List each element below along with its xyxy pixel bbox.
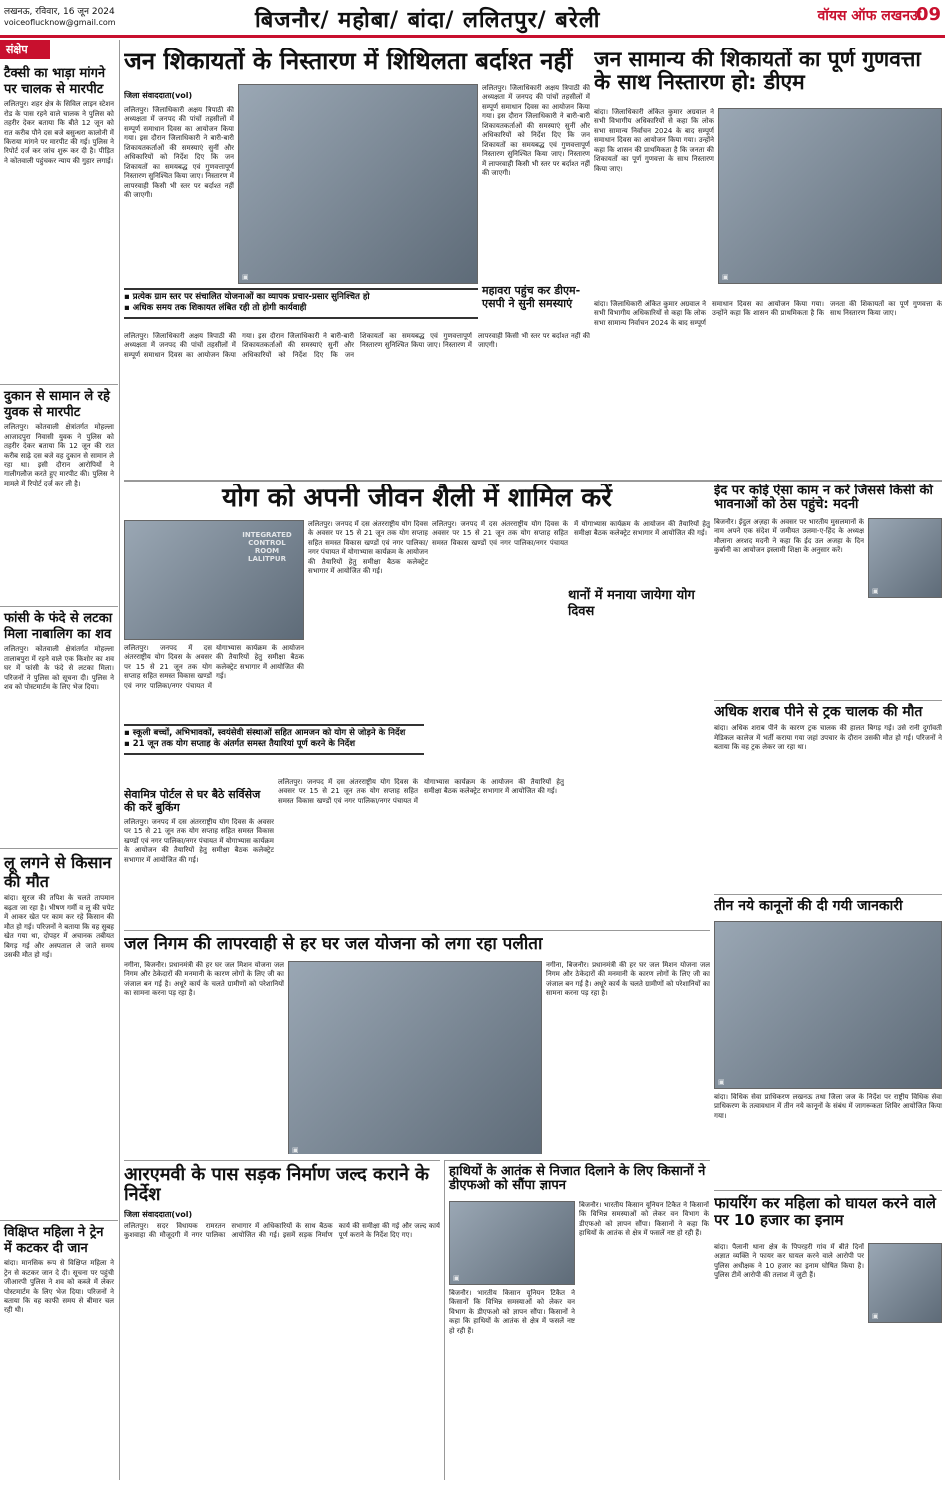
- story-body: बिजनौर। भारतीय किसान यूनियन टिकैत ने किसानों कि विभिन्न समस्याओं को लेकर वन विभाग के डीएफओ को ज्ञापन सौंपा। किसानों ने कहा कि हाथियों के आतंक से क्षेत्र में फसलें नष्ट हो रही हैं।: [579, 1201, 709, 1238]
- subheadline: थानों में मनाया जायेगा योग दिवस: [568, 588, 695, 619]
- section-label: संक्षेप: [0, 40, 50, 59]
- story-body-columns: ललितपुर। जिलाधिकारी अक्षय त्रिपाठी की अध्यक्षता में जनपद की पांचों तहसीलों में सम्पूर्ण समाधान दिवस का आयोजन किया गया। इस दौरान जिलाधिकारी ने बारी-बारी शिकायतकर्ताओं की समस्याएं सुनीं और अधिकारियों को निर्देश दिए कि जन शिकायतों का समयबद्ध एवं गुणवत्तापूर्ण निस्तारण सुनिश्चित किया जाए। निस्तारण में लापरवाही किसी भी स्तर पर बर्दाश्त नहीं की जाएगी।: [124, 332, 590, 359]
- story-body: बांदा। अधिक शराब पीने के कारण ट्रक चालक की हालत बिगड़ गई। उसे रानी दुर्गावती मेडिकल कालेज में भर्ती कराया गया जहां उपचार के दौरान उसकी मौत हो गई। परिजनों ने बताया कि वह ट्रक लेकर जा रहा था।: [714, 724, 942, 752]
- highlight-item: ▪ अधिक समय तक शिकायत लंबित रही तो होगी कार्यवाही: [124, 303, 307, 314]
- story-body-columns: बांदा। जिलाधिकारी अंकित कुमार अग्रवाल ने सभी विभागीय अधिकारियों से कहा कि लोक सभा सामान्य निर्वाचन 2024 के बाद सम्पूर्ण समाधान दिवस का आयोजन किया गया। उन्होंने कहा कि शासन की प्राथमिकता है कि जनता की शिकायतों का पूर्ण गुणवत्ता के साथ निस्तारण किया जाए।: [594, 300, 942, 327]
- story-headline: हाथियों के आतंक से निजात दिलाने के लिए किसानों ने डीएफओ को सौंपा ज्ञापन: [449, 1164, 706, 1194]
- issue-date: लखनऊ, रविवार, 16 जून 2024: [4, 7, 115, 17]
- story-water-mission: [124, 930, 710, 1154]
- story-eid-madni: [714, 484, 942, 694]
- section-divider: [124, 480, 942, 482]
- story-headline: आरएमवी के पास सड़क निर्माण जल्द कराने के निर्देश: [124, 1164, 429, 1205]
- story-complaints-lalitpur: [124, 48, 590, 476]
- story-headline: तीन नये कानूनों की दी गयी जानकारी: [714, 898, 903, 914]
- story-body-continued: नगीना, बिजनौर। प्रधानमंत्री की हर घर जल मिशन योजना जल निगम और ठेकेदारों की मनमानी के कारण लोगों के लिए जी का जंजाल बन गई है। अधूरे कार्य के चलते ग्रामीणों को परेशानियों का सामना करना पड़ रहा है।: [546, 961, 710, 998]
- story-body: बांदा। जिलाधिकारी अंकित कुमार अग्रवाल ने सभी विभागीय अधिकारियों से कहा कि लोक सभा सामान्य निर्वाचन 2024 के बाद सम्पूर्ण समाधान दिवस का आयोजन किया गया। उन्होंने कहा कि शासन की प्राथमिकता है कि जनता की शिकायतों का पूर्ण गुणवत्ता के साथ निस्तारण किया जाए।: [594, 108, 714, 173]
- photo-caption: INTEGRATED CONTROL ROOM LALITPUR: [242, 531, 292, 563]
- highlight-item: ▪ प्रत्येक ग्राम स्तर पर संचालित योजनाओं का व्यापक प्रचार-प्रसार सुनिश्चित हो: [124, 292, 370, 302]
- story-highlights: [124, 724, 424, 755]
- brief-body: ललितपुर। कोतवाली क्षेत्रांतर्गत मोहल्ला आजादपुरा निवासी युवक ने पुलिस को तहरीर देकर बताया कि 12 जून की रात करीब साढ़े दस बजे वह दुकान से सामान ले रहा था। इसी दौरान आरोपियों ने गालीगलौज करते हुए मारपीट की। पुलिस ने मामले में रिपोर्ट दर्ज कर ली है।: [4, 423, 114, 488]
- highlight-item: ▪ 21 जून तक योग सप्ताह के अंतर्गत समस्त तैयारियां पूर्ण करने के निर्देश: [124, 739, 356, 750]
- newspaper-brand: वॉयस ऑफ लखनऊ: [817, 8, 921, 24]
- story-photo: [124, 520, 304, 640]
- story-photo: [449, 1201, 575, 1285]
- brief-taxi-fare: [0, 62, 118, 382]
- story-headline: फायरिंग कर महिला को घायल करने वाले पर 10 हजार का इनाम: [714, 1194, 936, 1229]
- subheadline: महावरा पहुंच कर डीएम-एसपी ने सुनी समस्याएं: [482, 284, 581, 311]
- masthead: [0, 0, 945, 38]
- brief-shop-assault: [0, 384, 118, 604]
- photo-icon: ▣: [872, 1312, 879, 1320]
- brief-headline: फांसी के फंदे से लटका मिला नाबालिग का शव: [4, 611, 113, 642]
- story-photo: [288, 961, 542, 1154]
- subheadline: सेवामित्र पोर्टल से घर बैठे सर्विसेज की करें बुकिंग: [124, 788, 261, 815]
- brief-body: बांदा। सूरज की तपिश के चलते तापमान बढ़ता जा रहा है। भीषण गर्मी व लू की चपेट में आकर खेत पर काम कर रहे किसान की मौत हो गई। परिजनों ने बताया कि वह सुबह खेत गया था, दोपहर में अचानक तबीयत बिगड़ गई और अस्पताल ले जाते समय उसकी मौत हो गई।: [4, 894, 114, 959]
- page-cities-title: बिजनौर/ महोबा/ बांदा/ ललितपुर/ बरेली: [255, 8, 601, 33]
- contact-email[interactable]: voiceoflucknow@gmail.com: [4, 18, 116, 27]
- story-reward-firing: [714, 1190, 942, 1480]
- photo-icon: ▣: [242, 273, 249, 281]
- story-elephant-memo: [444, 1160, 710, 1480]
- photo-icon: ▣: [718, 1078, 725, 1086]
- story-headline: जन सामान्य की शिकायतों का पूर्ण गुणवत्ता के साथ निस्तारण हो: डीएम: [594, 48, 921, 95]
- story-photo: [238, 84, 478, 284]
- story-body-columns-lower: ललितपुर। जनपद में दस अंतरराष्ट्रीय योग दिवस के अवसर पर 15 से 21 जून तक योग सप्ताह सहित समस्त विकास खण्डों एवं नगर पालिका/नगर पंचायत में योगाभ्यास कार्यक्रम के आयोजन की तैयारियों हेतु समीक्षा बैठक कलेक्ट्रेट सभागार में आयोजित की गई।: [278, 778, 564, 805]
- story-new-laws: [714, 894, 942, 1184]
- photo-icon: ▣: [722, 273, 729, 281]
- bureau-credit: जिला संवाददाता(vol): [124, 1209, 193, 1219]
- highlight-item: ▪ स्कूली बच्चों, अभिभावकों, स्वयंसेवी संस्थाओं सहित आमजन को योग से जोड़ने के निर्देश: [124, 728, 406, 738]
- story-highlights: [124, 288, 478, 319]
- left-brief-column: [0, 40, 120, 1480]
- brief-body: ललितपुर। शहर क्षेत्र के सिविल लाइन स्टेशन रोड के पास रहने वाले चालक ने पुलिस को तहरीर देकर बताया कि बीते 12 जून को रात करीब पौने दस बजे बसुन्धरा कालोनी में किराया मांगने पर मारपीट की गई। पुलिस ने रिपोर्ट दर्ज कर जांच शुरू कर दी है। पीड़ित ने कोतवाली पहुंचकर न्याय की गुहार लगाई।: [4, 100, 114, 165]
- photo-icon: ▣: [292, 1146, 299, 1154]
- story-dm-banda: [594, 48, 942, 476]
- story-body-continued: ललितपुर। जिलाधिकारी अक्षय त्रिपाठी की अध्यक्षता में जनपद की पांचों तहसीलों में सम्पूर्ण समाधान दिवस का आयोजन किया गया। इस दौरान जिलाधिकारी ने बारी-बारी शिकायतकर्ताओं की समस्याएं सुनीं और अधिकारियों को निर्देश दिए कि जन शिकायतों का समयबद्ध एवं गुणवत्तापूर्ण निस्तारण सुनिश्चित किया जाए। निस्तारण में लापरवाही किसी भी स्तर पर बर्दाश्त नहीं की जाएगी।: [482, 84, 590, 177]
- brief-headline: विक्षिप्त महिला ने ट्रेन में कटकर दी जान: [4, 1225, 104, 1256]
- page-number: 09: [915, 4, 941, 25]
- bureau-credit: जिला संवाददाता(vol): [124, 91, 193, 100]
- story-body: बांदा। पैलानी थाना क्षेत्र के पिपरहरी गांव में बीते दिनों अज्ञात व्यक्ति ने फायर कर घायल करने वाले आरोपी पर पुलिस अधीक्षक ने 10 हजार का इनाम घोषित किया है। पुलिस टीमें आरोपी की तलाश में जुटी हैं।: [714, 1243, 864, 1280]
- story-body: बांदा। विधिक सेवा प्राधिकरण लखनऊ तथा जिला जज के निर्देश पर राष्ट्रीय विधिक सेवा प्राधिकरण के तत्वावधान में तीन नये कानूनों के संबंध में जागरूकता शिविर आयोजित किया गया।: [714, 1093, 942, 1120]
- story-photo: [868, 1243, 942, 1323]
- story-truck-driver: [714, 700, 942, 890]
- photo-icon: ▣: [872, 587, 879, 595]
- brief-headline: लू लगने से किसान की मौत: [4, 853, 112, 892]
- story-headline: अधिक शराब पीने से ट्रक चालक की मौत: [714, 704, 923, 720]
- photo-icon: ▣: [453, 1274, 460, 1282]
- story-body: ललितपुर। जिलाधिकारी अक्षय त्रिपाठी की अध्यक्षता में जनपद की पांचों तहसीलों में सम्पूर्ण समाधान दिवस का आयोजन किया गया। इस दौरान जिलाधिकारी ने बारी-बारी शिकायतकर्ताओं की समस्याएं सुनीं और अधिकारियों को निर्देश दिए कि जन शिकायतों का समयबद्ध एवं गुणवत्तापूर्ण निस्तारण सुनिश्चित किया जाए। निस्तारण में लापरवाही किसी भी स्तर पर बर्दाश्त नहीं की जाएगी।: [124, 106, 234, 199]
- brief-heatstroke: [0, 848, 118, 1218]
- story-body-columns: ललितपुर। सदर विधायक रामरतन कुशवाहा की मौजूदगी में नगर पालिका सभागार में अधिकारियों के साथ बैठक आयोजित की गई। इसमें सड़क निर्माण कार्य की समीक्षा की गई और जल्द कार्य पूर्ण कराने के निर्देश दिए गए।: [124, 1221, 440, 1240]
- story-body: नगीना, बिजनौर। प्रधानमंत्री की हर घर जल मिशन योजना जल निगम और ठेकेदारों की मनमानी के कारण लोगों के लिए जी का जंजाल बन गई है। अधूरे कार्य के चलते ग्रामीणों को परेशानियों का सामना करना पड़ रहा है।: [124, 961, 284, 998]
- story-headline: जन शिकायतों के निस्तारण में शिथिलता बर्दाश्त नहीं: [124, 48, 573, 75]
- story-body: बिजनौर। ईदुल अज़हा के अवसर पर भारतीय मुसलमानों के नाम अपने एक संदेश में जमीयत उलमा-ए-हिंद के अध्यक्ष मौलाना अरशद मदनी ने कहा कि ईद उल अजहा के दिन कुर्बानी का आयोजन इस्लामी शिक्षा के अनुसार करें।: [714, 518, 864, 555]
- brief-body: बांदा। मानसिक रूप से विक्षिप्त महिला ने ट्रेन से कटकर जान दे दी। सूचना पर पहुंची जीआरपी पुलिस ने शव को कब्जे में लेकर पोस्टमार्टम के लिए भेज दिया। परिजनों ने बताया कि वह काफी समय से बीमार चल रही थी।: [4, 1259, 114, 1315]
- story-headline: जल निगम की लापरवाही से हर घर जल योजना को लगा रहा पलीता: [124, 934, 543, 954]
- brief-train-death: [0, 1220, 118, 1480]
- brief-body: ललितपुर। कोतवाली क्षेत्रांतर्गत मोहल्ला तालाबपुरा में रहने वाले एक किशोर का शव घर में फांसी के फंदे से लटका मिला। परिजनों ने पुलिस को सूचना दी। पुलिस ने शव को पोस्टमार्टम के लिए भेज दिया।: [4, 645, 114, 691]
- brief-headline: दुकान से सामान ले रहे युवक से मारपीट: [4, 389, 110, 420]
- story-body: ललितपुर। जनपद में दस अंतरराष्ट्रीय योग दिवस के अवसर पर 15 से 21 जून तक योग सप्ताह सहित समस्त विकास खण्डों एवं नगर पालिका/नगर पंचायत में योगाभ्यास कार्यक्रम के आयोजन की तैयारियों हेतु समीक्षा बैठक कलेक्ट्रेट सभागार में आयोजित की गई।: [308, 520, 428, 576]
- story-road-construction: [124, 1160, 440, 1480]
- story-body-sub: ललितपुर। जनपद में दस अंतरराष्ट्रीय योग दिवस के अवसर पर 15 से 21 जून तक योग सप्ताह सहित समस्त विकास खण्डों एवं नगर पालिका/नगर पंचायत में योगाभ्यास कार्यक्रम के आयोजन की तैयारियों हेतु समीक्षा बैठक कलेक्ट्रेट सभागार में आयोजित की गई।: [124, 818, 274, 864]
- story-body-lower: बिजनौर। भारतीय किसान यूनियन टिकैत ने किसानों कि विभिन्न समस्याओं को लेकर वन विभाग के डीएफओ को ज्ञापन सौंपा। किसानों ने कहा कि हाथियों के आतंक से क्षेत्र में फसलें नष्ट हो रही हैं।: [449, 1289, 575, 1335]
- story-photo: [868, 518, 942, 598]
- story-headline: योग को अपनी जीवन शैली में शामिल करें: [222, 484, 612, 513]
- brief-teen-body: [0, 606, 118, 846]
- brief-headline: टैक्सी का भाड़ा मांगने पर चालक से मारपीट: [4, 66, 106, 97]
- story-headline: ईद पर कोई ऐसा काम न करें जिससे किसी की भावनाओं को ठेस पहुंचे: मदनी: [714, 484, 933, 513]
- story-photo: [718, 108, 942, 284]
- story-body-columns: ललितपुर। जनपद में दस अंतरराष्ट्रीय योग दिवस के अवसर पर 15 से 21 जून तक योग सप्ताह सहित समस्त विकास खण्डों एवं नगर पालिका/नगर पंचायत में योगाभ्यास कार्यक्रम के आयोजन की तैयारियों हेतु समीक्षा बैठक कलेक्ट्रेट सभागार में आयोजित की गई।: [432, 520, 710, 547]
- story-photo: [714, 921, 942, 1089]
- story-yoga: [124, 484, 710, 926]
- story-body-lower: ललितपुर। जनपद में दस अंतरराष्ट्रीय योग दिवस के अवसर पर 15 से 21 जून तक योग सप्ताह सहित समस्त विकास खण्डों एवं नगर पालिका/नगर पंचायत में योगाभ्यास कार्यक्रम के आयोजन की तैयारियों हेतु समीक्षा बैठक कलेक्ट्रेट सभागार में आयोजित की गई।: [124, 644, 304, 690]
